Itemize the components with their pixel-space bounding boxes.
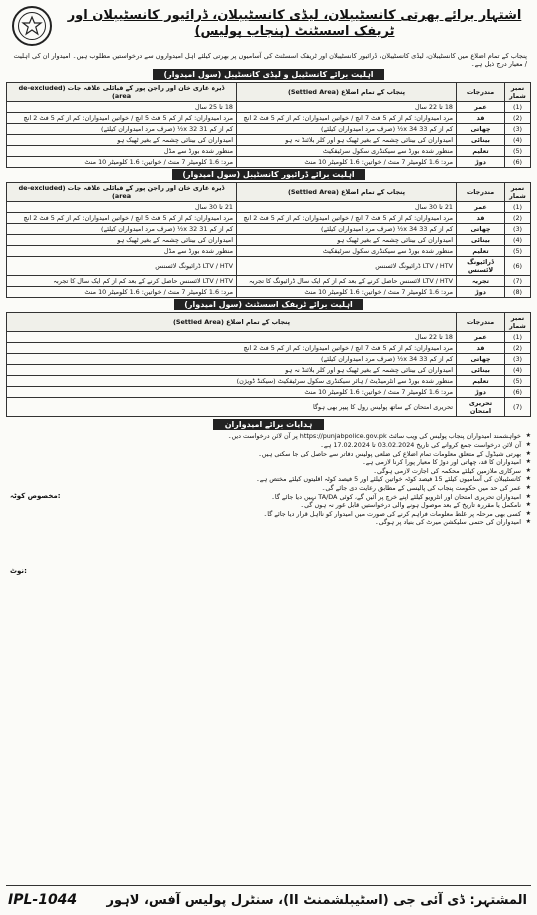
table-cell: کم از کم 33 x 34½ (صرف مرد امیدواران کیلئے) (237, 124, 457, 135)
column-header: پنجاب کے تمام اضلاع (Settled Area) (237, 183, 457, 202)
table-cell: مرد امیدواران: کم از کم 5 فٹ 7 انچ / خواتین امیدواران: کم از کم 5 فٹ 2 انچ (7, 343, 457, 354)
table-cell: منظور شدہ بورڈ سے انٹرمیڈیٹ / ہائر سیکنڈری سکول سرٹیفکیٹ (سیکنڈ ڈویژن) (7, 376, 457, 387)
table-cell: مرد: 1.6 کلومیٹر 7 منٹ / خواتین: 1.6 کلومیٹر 10 منٹ (7, 287, 237, 298)
table-cell: ڈرائیونگ لائسنس (457, 257, 505, 276)
table-row (7, 365, 531, 376)
instruction-item: ★ امیدواران کی حتمی سلیکشن میرٹ کی بنیاد پر ہوگی۔ (66, 518, 531, 526)
table-cell: مرد: 1.6 کلومیٹر 7 منٹ / خواتین: 1.6 کلومیٹر 10 منٹ (7, 387, 457, 398)
table-cell: (1) (505, 202, 531, 213)
column-header: مندرجات (457, 313, 505, 332)
instruction-item: ★ نامکمل یا مقررہ تاریخ کے بعد موصول ہونے والی درخواستیں قابل غور نہ ہوں گی۔ (66, 501, 531, 509)
table-cell: (1) (505, 332, 531, 343)
table-cell: امیدواران کی بینائی چشمہ کے بغیر ٹھیک ہو اور کلر بلائنڈ نہ ہو (7, 365, 457, 376)
table-row (7, 146, 531, 157)
table-row (7, 332, 531, 343)
eligibility-table (6, 312, 531, 417)
table-row (7, 202, 531, 213)
table-row (7, 257, 531, 276)
table-cell: (1) (505, 102, 531, 113)
instruction-item: ★ کانسٹیبلان کی آسامیوں کیلئے 15 فیصد کوٹہ خواتین کیلئے اور 5 فیصد کوٹہ اقلیتوں کیلئے مختص ہے۔ (66, 475, 531, 483)
table-cell: کم از کم 31 x 32½ (صرف مرد امیدواران کیلئے) (7, 224, 237, 235)
table-cell: تحریری امتحان (457, 398, 505, 417)
table-cell: 18 تا 22 سال (7, 332, 457, 343)
table-row (7, 235, 531, 246)
table-cell: (5) (505, 376, 531, 387)
column-header: پنجاب کے تمام اضلاع (Settled Area) (7, 313, 457, 332)
table-row (7, 135, 531, 146)
table-cell: تحریری امتحان کے ساتھ پولیس رول کا پیپر بھی ہوگا (7, 398, 457, 417)
table-cell: (6) (505, 257, 531, 276)
table-cell: LTV / HTV لائسنس حاصل کرنے کے بعد کم از کم ایک سال کا تجربہ (7, 276, 237, 287)
table-cell: چھاتی (457, 354, 505, 365)
table-header-row (7, 313, 531, 332)
table-cell: 21 تا 30 سال (237, 202, 457, 213)
table-cell: 21 تا 30 سال (7, 202, 237, 213)
table-cell: قد (457, 113, 505, 124)
table-cell: 18 تا 22 سال (237, 102, 457, 113)
section-title-text: اہلیت برائے ڈرائیور کانسٹیبل (سول امیدوار) (172, 169, 364, 180)
table-cell: تعلیم (457, 146, 505, 157)
section-title (6, 300, 531, 310)
column-header: مندرجات (457, 183, 505, 202)
table-row (7, 113, 531, 124)
table-cell: چھاتی (457, 124, 505, 135)
table-cell: (3) (505, 124, 531, 135)
table-cell: (4) (505, 235, 531, 246)
table-cell: عمر (457, 102, 505, 113)
table-cell: دوڑ (457, 157, 505, 168)
table-cell: تعلیم (457, 246, 505, 257)
table-row (7, 287, 531, 298)
table-cell: مرد: 1.6 کلومیٹر 7 منٹ / خواتین: 1.6 کلومیٹر 10 منٹ (237, 157, 457, 168)
table-cell: عمر (457, 332, 505, 343)
instruction-item: ★ آن لائن درخواست جمع کروانے کی تاریخ 03.02.2024 تا 17.02.2024 ہے۔ (66, 441, 531, 449)
instruction-item: ★ سرکاری ملازمین کیلئے محکمہ کی اجازت لازمی ہوگی۔ (66, 467, 531, 475)
table-row (7, 398, 531, 417)
advertiser-line: المشتہر: ڈی آئی جی (اسٹیبلشمنٹ II)، سنٹرل پولیس آفس، لاہور (106, 892, 527, 908)
table-cell: بینائی (457, 365, 505, 376)
table-row (7, 124, 531, 135)
table-cell: (7) (505, 276, 531, 287)
eligibility-table (6, 182, 531, 298)
table-cell: دوڑ (457, 387, 505, 398)
table-cell: قد (457, 213, 505, 224)
table-cell: مرد: 1.6 کلومیٹر 7 منٹ / خواتین: 1.6 کلومیٹر 10 منٹ (237, 287, 457, 298)
table-row (7, 343, 531, 354)
table-cell: کم از کم 31 x 32½ (صرف مرد امیدواران کیلئے) (7, 124, 237, 135)
table-cell: امیدواران کی بینائی چشمہ کے بغیر ٹھیک ہو (237, 235, 457, 246)
table-row (7, 213, 531, 224)
table-cell: (5) (505, 146, 531, 157)
header (6, 4, 531, 50)
table-cell: LTV / HTV ڈرائیونگ لائسنس (7, 257, 237, 276)
instruction-item: ★ کسی بھی مرحلہ پر غلط معلومات فراہم کرنے کی صورت میں امیدوار کو نااہل قرار دیا جائے گا۔ (66, 510, 531, 518)
table-cell: (6) (505, 157, 531, 168)
instruction-item: ★ بھرتی شیڈول کے متعلق معلومات تمام اضلاع کی ضلعی پولیس دفاتر سے حاصل کی جا سکتی ہیں۔ (66, 450, 531, 458)
table-row (7, 224, 531, 235)
note-label: نوٹ: (10, 567, 27, 576)
section-title-text: اہلیت برائے کانسٹیبل و لیڈی کانسٹیبل (سول امیدوار) (153, 69, 383, 80)
column-header: نمبر شمار (505, 83, 531, 102)
instructions-list (66, 432, 531, 526)
table-cell: امیدواران کی بینائی چشمہ کے بغیر ٹھیک ہو (7, 135, 237, 146)
table-cell: منظور شدہ بورڈ سے مڈل (7, 146, 237, 157)
column-header: نمبر شمار (505, 313, 531, 332)
table-cell: تجربہ (457, 276, 505, 287)
table-row (7, 246, 531, 257)
table-cell: منظور شدہ بورڈ سے سیکنڈری سکول سرٹیفکیٹ (237, 246, 457, 257)
table-cell: مرد: 1.6 کلومیٹر 7 منٹ / خواتین: 1.6 کلومیٹر 10 منٹ (7, 157, 237, 168)
table-row (7, 354, 531, 365)
table-row (7, 157, 531, 168)
table-cell: (3) (505, 354, 531, 365)
table-cell: کم از کم 33 x 34½ (صرف مرد امیدواران کیلئے) (237, 224, 457, 235)
table-cell: LTV / HTV ڈرائیونگ لائسنس (237, 257, 457, 276)
table-header-row (7, 183, 531, 202)
table-cell: (2) (505, 113, 531, 124)
table-cell: (7) (505, 398, 531, 417)
table-cell: چھاتی (457, 224, 505, 235)
column-header: ڈیرہ غازی خان اور راجن پور کے قبائلی علاقہ جات (de-excluded area) (7, 183, 237, 202)
table-cell: (6) (505, 387, 531, 398)
instruction-item: ★ عمر کی حد میں حکومت پنجاب کی پالیسی کے مطابق رعایت دی جائے گی۔ (66, 484, 531, 492)
column-header: نمبر شمار (505, 183, 531, 202)
quota-label: مخصوص کوٹہ: (10, 492, 61, 501)
intro-text: پنجاب کے تمام اضلاع میں کانسٹیبلان، لیڈی کانسٹیبلان، ڈرائیور کانسٹیبلان اور ٹریفک اسسٹنٹ کی آسامیوں پر بھرتی کیلئے اہل امیدواروں سے درخواستیں مطلوب ہیں۔ امیدوار ان کی اہلیت / معیار درج ذیل ہے۔ (13, 52, 527, 69)
table-cell: (5) (505, 246, 531, 257)
column-header: ڈیرہ غازی خان اور راجن پور کے قبائلی علاقہ جات (de-excluded area) (7, 83, 237, 102)
table-header-row (7, 83, 531, 102)
table-cell: امیدواران کی بینائی چشمہ کے بغیر ٹھیک ہو اور کلر بلائنڈ نہ ہو (237, 135, 457, 146)
eligibility-table (6, 82, 531, 168)
table-cell: قد (457, 343, 505, 354)
table-cell: (3) (505, 224, 531, 235)
instruction-item: ★ خواہشمند امیدواران پنجاب پولیس کی ویب سائٹ https://punjabpolice.gov.pk پر آن لائن درخواست دیں۔ (66, 432, 531, 440)
table-cell: بینائی (457, 135, 505, 146)
instruction-item: ★ امیدواران تحریری امتحان اور انٹرویو کیلئے اپنے خرچ پر آئیں گے، کوئی TA/DA نہیں دیا جائے گا۔ (66, 493, 531, 501)
table-cell: دوڑ (457, 287, 505, 298)
footer (6, 885, 531, 911)
instructions-title: ہدایات برائے امیدواران (213, 419, 325, 430)
eligibility-sections (6, 70, 531, 417)
ipl-code: IPL-1044 (8, 891, 78, 908)
table-cell: مرد امیدواران: کم از کم 5 فٹ 7 انچ / خواتین امیدواران: کم از کم 5 فٹ 2 انچ (237, 213, 457, 224)
instruction-item: ★ امیدواران کا قد، چھاتی اور دوڑ کا معیار پورا کرنا لازمی ہے۔ (66, 458, 531, 466)
section-title (6, 70, 531, 80)
table-cell: مرد امیدواران: کم از کم 5 فٹ 7 انچ / خواتین امیدواران: کم از کم 5 فٹ 2 انچ (237, 113, 457, 124)
table-cell: مرد امیدواران: کم از کم 5 فٹ 5 انچ / خواتین امیدواران: کم از کم 5 فٹ 2 انچ (7, 213, 237, 224)
table-cell: مرد امیدواران: کم از کم 5 فٹ 5 انچ / خواتین امیدواران: کم از کم 5 فٹ 2 انچ (7, 113, 237, 124)
table-cell: امیدواران کی بینائی چشمہ کے بغیر ٹھیک ہو (7, 235, 237, 246)
table-cell: (8) (505, 287, 531, 298)
page-title: اشتہار برائے بھرتی کانسٹیبلان، لیڈی کانسٹیبلان، ڈرائیور کانسٹیبلان اور ٹریفک اسسٹنٹ (پنجاب پولیس) (67, 8, 522, 40)
table-cell: منظور شدہ بورڈ سے مڈل (7, 246, 237, 257)
table-cell: LTV / HTV لائسنس حاصل کرنے کے بعد کم از کم ایک سال ڈرائیونگ کا تجربہ (237, 276, 457, 287)
police-emblem-icon (12, 6, 52, 46)
table-cell: تعلیم (457, 376, 505, 387)
table-cell: منظور شدہ بورڈ سے سیکنڈری سکول سرٹیفکیٹ (237, 146, 457, 157)
table-cell: کم از کم 33 x 34½ (صرف مرد امیدواران کیلئے) (7, 354, 457, 365)
table-cell: (4) (505, 365, 531, 376)
section-title (6, 170, 531, 180)
table-row (7, 276, 531, 287)
table-row (7, 387, 531, 398)
table-cell: (4) (505, 135, 531, 146)
column-header: مندرجات (457, 83, 505, 102)
column-header: پنجاب کے تمام اضلاع (Settled Area) (237, 83, 457, 102)
section-title-text: اہلیت برائے ٹریفک اسسٹنٹ (سول امیدوار) (174, 299, 363, 310)
table-cell: (2) (505, 343, 531, 354)
table-cell: عمر (457, 202, 505, 213)
table-cell: 18 تا 25 سال (7, 102, 237, 113)
table-cell: بینائی (457, 235, 505, 246)
table-row (7, 376, 531, 387)
table-row (7, 102, 531, 113)
table-cell: (2) (505, 213, 531, 224)
